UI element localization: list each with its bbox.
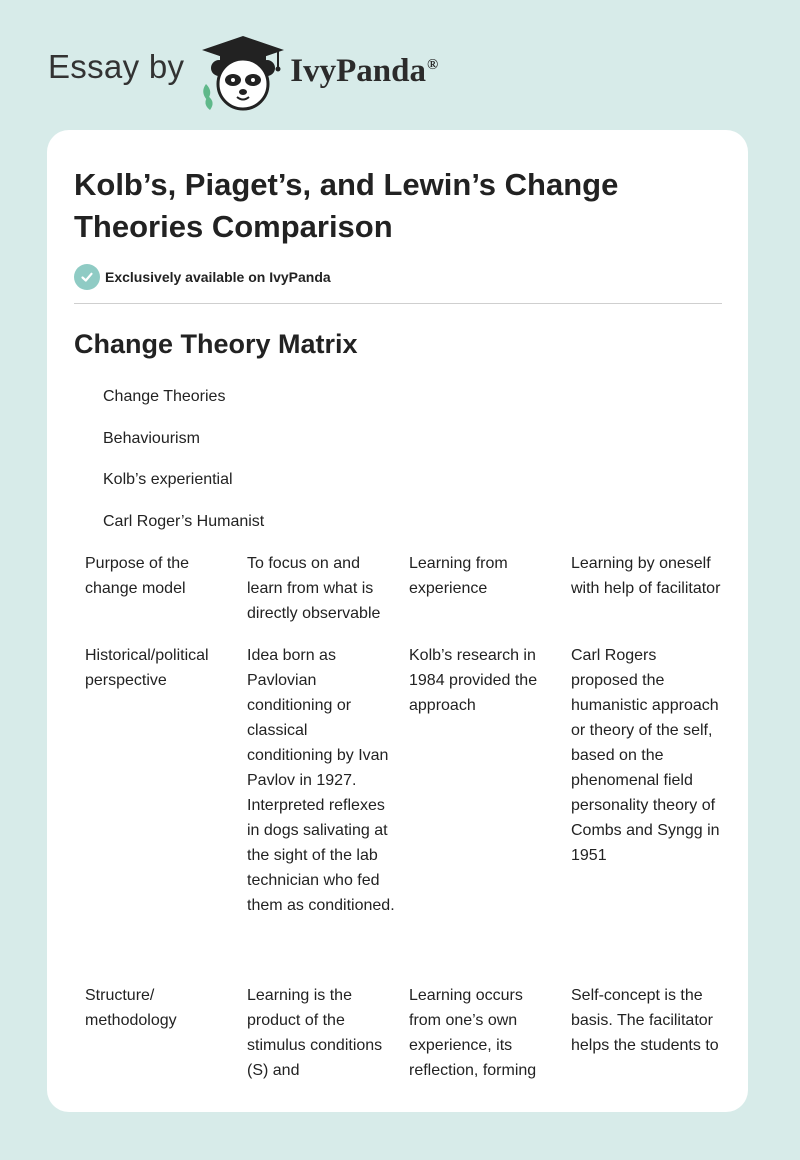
list-item: Behaviourism [103, 430, 200, 447]
list-item: Carl Roger’s Humanist [103, 513, 265, 530]
section-heading: Change Theory Matrix [74, 329, 358, 359]
humanist-cell: Learning by oneself with help of facilitator [571, 555, 721, 597]
behaviourism-cell: To focus on and learn from what is directly observable [247, 555, 381, 622]
page-title: Kolb’s, Piaget’s, and Lewin’s Change Theories Comparison [74, 167, 619, 244]
exclusive-label: Exclusively available on IvyPanda [105, 269, 331, 285]
kolb-cell: Learning occurs from one’s own experience, its reflection, forming [409, 987, 537, 1079]
panda-logo-icon[interactable] [198, 34, 288, 112]
kolb-cell: Kolb’s research in 1984 provided the approach [409, 647, 538, 714]
behaviourism-cell: Idea born as Pavlovian conditioning or classical conditioning by Ivan Pavlov in 1927. Interpreted reflexes in dogs salivating at the sight of the lab technician who fed them as conditioned. [247, 647, 395, 914]
brand-name [290, 53, 438, 90]
check-circle-icon [74, 264, 100, 290]
matrix-row-label: Historical/political perspective [85, 647, 209, 689]
matrix-row-label: Purpose of the change model [85, 555, 190, 597]
matrix-row-label: Structure/ methodology [85, 987, 177, 1029]
list-item: Change Theories [103, 388, 226, 405]
kolb-cell: Learning from experience [409, 555, 508, 597]
humanist-cell: Self-concept is the basis. The facilitator helps the students to [571, 987, 719, 1054]
divider [74, 303, 722, 304]
humanist-cell: Carl Rogers proposed the humanistic approach or theory of the self, based on the phenomenal field personality theory of Combs and Syngg in 1951 [571, 647, 720, 864]
exclusive-badge [74, 264, 331, 290]
essay-card [47, 130, 748, 1112]
site-header [48, 34, 438, 112]
brand-prefix: Essay by [48, 48, 185, 85]
list-item: Kolb’s experiential [103, 471, 233, 488]
registered-mark: ® [427, 56, 439, 73]
brand-name-text: IvyPanda [290, 52, 427, 89]
behaviourism-cell: Learning is the product of the stimulus conditions (S) and [247, 987, 383, 1079]
